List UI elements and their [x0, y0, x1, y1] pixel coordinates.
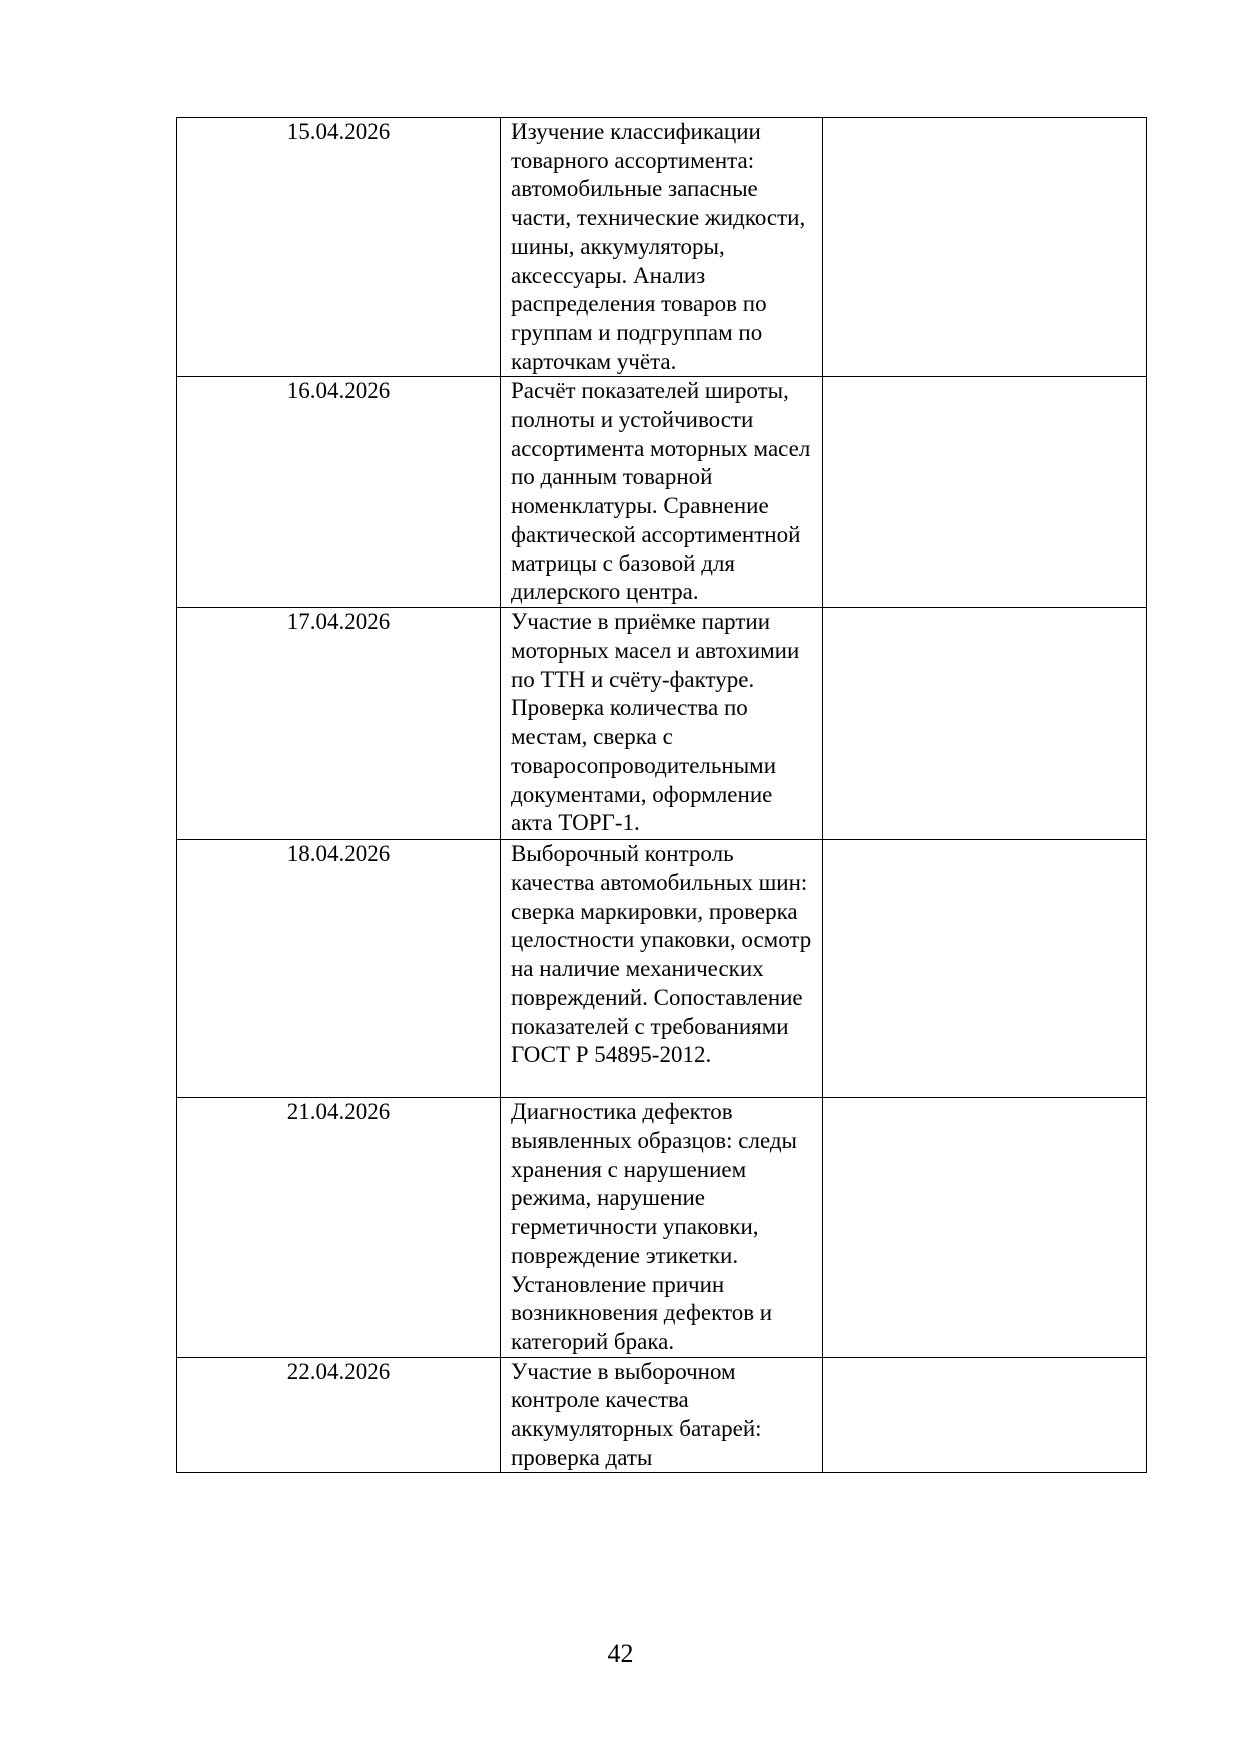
date-text: 18.04.2026: [286, 841, 391, 867]
date-cell: [177, 1098, 501, 1357]
table-row: [177, 377, 1147, 608]
task-text: Участие в выборочном контроле качества аккумуляторных батарей: проверка даты: [511, 1358, 762, 1470]
task-cell: [501, 840, 823, 1098]
date-cell: [177, 840, 501, 1098]
task-cell: [501, 118, 823, 377]
date-cell: [177, 118, 501, 377]
task-text: Расчёт показателей широты, полноты и устойчивости ассортимента моторных масел по данным товарной номенклатуры. Сравнение фактической ассортиментной матрицы с базовой для дилерского центра.: [511, 378, 811, 605]
date-text: 15.04.2026: [286, 119, 391, 144]
date-text: 22.04.2026: [286, 1358, 391, 1384]
table-row: [177, 1357, 1147, 1473]
note-cell: [823, 1357, 1147, 1473]
task-text: Изучение классификации товарного ассортимента: автомобильные запасные части, технические жидкости, шины, аккумуляторы, аксессуары. Анализ распределения товаров по группам и подгруппам по карточкам учёта.: [511, 119, 806, 374]
date-cell: [177, 1357, 501, 1473]
task-text: Выборочный контроль качества автомобильных шин: сверка маркировки, проверка целостности упаковки, осмотр на наличие механических повреждений. Сопоставление показателей с требованиями ГОСТ Р 54895-2012.: [511, 841, 812, 1068]
practice-log-table: [176, 117, 1147, 1473]
task-cell: [501, 608, 823, 840]
note-cell: [823, 840, 1147, 1098]
date-cell: [177, 608, 501, 840]
task-text: Участие в приёмке партии моторных масел и автохимии по ТТН и счёту-фактуре. Проверка количества по местам, сверка с товаросопроводительными документами, оформление акта ТОРГ-1.: [511, 609, 800, 836]
note-cell: [823, 377, 1147, 608]
task-cell: [501, 377, 823, 608]
date-cell: [177, 377, 501, 608]
task-cell: [501, 1098, 823, 1357]
date-text: 21.04.2026: [286, 1099, 391, 1125]
date-text: 16.04.2026: [286, 378, 391, 404]
note-cell: [823, 1098, 1147, 1357]
table-row: [177, 1098, 1147, 1357]
note-cell: [823, 608, 1147, 840]
page-number: 42: [607, 1639, 634, 1668]
task-cell: [501, 1357, 823, 1473]
table-row: [177, 840, 1147, 1098]
table-row: [177, 608, 1147, 840]
note-cell: [823, 118, 1147, 377]
date-text: 17.04.2026: [286, 609, 391, 635]
table-row: [177, 118, 1147, 377]
task-text: Диагностика дефектов выявленных образцов: следы хранения с нарушением режима, нарушение герметичности упаковки, повреждение этикетки. Установление причин возникновения дефектов и категорий брака.: [511, 1099, 798, 1354]
